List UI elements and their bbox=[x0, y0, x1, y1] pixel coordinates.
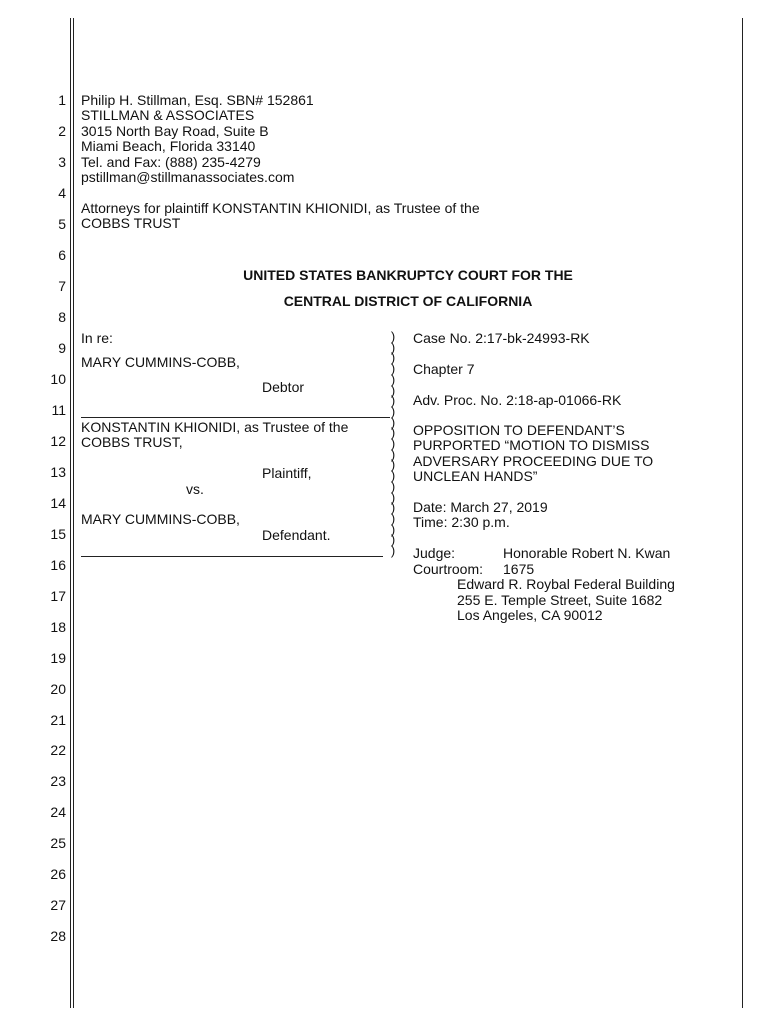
caption-parenthesis: ) bbox=[390, 436, 396, 451]
line-number: 18 bbox=[50, 619, 66, 635]
line-number: 12 bbox=[50, 433, 66, 449]
document-title-line3: ADVERSARY PROCEEDING DUE TO bbox=[413, 453, 654, 469]
judge-name: Honorable Robert N. Kwan bbox=[503, 545, 671, 561]
right-margin-rule bbox=[742, 18, 743, 1008]
line-number: 6 bbox=[58, 247, 66, 263]
line-number: 2 bbox=[58, 123, 66, 139]
line-number: 24 bbox=[50, 804, 66, 820]
line-number: 4 bbox=[58, 185, 66, 201]
line-number: 22 bbox=[50, 742, 66, 758]
judge-label: Judge: bbox=[413, 545, 456, 561]
line-number: 17 bbox=[50, 588, 66, 604]
caption-bottom-line bbox=[81, 556, 383, 557]
line-number: 10 bbox=[50, 371, 66, 387]
line-number: 3 bbox=[58, 154, 66, 170]
line-number: 5 bbox=[58, 216, 66, 232]
document-title-line4: UNCLEAN HANDS” bbox=[413, 468, 538, 484]
firm-street: 3015 North Bay Road, Suite B bbox=[81, 123, 269, 139]
caption-divider bbox=[81, 417, 390, 418]
courthouse-city: Los Angeles, CA 90012 bbox=[457, 607, 603, 623]
courthouse-street: 255 E. Temple Street, Suite 1682 bbox=[457, 592, 663, 608]
line-number: 16 bbox=[50, 557, 66, 573]
line-number: 13 bbox=[50, 464, 66, 480]
hearing-date: Date: March 27, 2019 bbox=[413, 499, 548, 515]
courtroom-label: Courtroom: bbox=[413, 561, 484, 577]
defendant-label: Defendant. bbox=[262, 527, 331, 543]
case-number: Case No. 2:17-bk-24993-RK bbox=[413, 330, 590, 346]
line-number: 9 bbox=[58, 340, 66, 356]
line-number: 23 bbox=[50, 773, 66, 789]
line-number: 20 bbox=[50, 681, 66, 697]
line-number: 27 bbox=[50, 897, 66, 913]
line-number: 26 bbox=[50, 866, 66, 882]
caption-parenthesis: ) bbox=[390, 500, 396, 516]
line-number: 15 bbox=[50, 526, 66, 542]
firm-phone: Tel. and Fax: (888) 235-4279 bbox=[81, 154, 261, 170]
line-number: 28 bbox=[50, 928, 66, 944]
attorneys-for-line2: COBBS TRUST bbox=[81, 215, 181, 231]
caption-parenthesis: ) bbox=[390, 329, 396, 344]
caption-parenthesis: ) bbox=[390, 478, 396, 494]
line-number: 7 bbox=[58, 278, 66, 294]
line-number: 21 bbox=[50, 712, 66, 728]
caption-parenthesis: ) bbox=[390, 532, 396, 548]
line-number: 19 bbox=[50, 650, 66, 666]
left-margin-rule-inner bbox=[73, 18, 74, 1008]
caption-parenthesis: ) bbox=[390, 468, 396, 484]
courtroom-number: 1675 bbox=[503, 561, 535, 577]
defendant-name: MARY CUMMINS-COBB, bbox=[81, 511, 240, 527]
line-number: 1 bbox=[58, 92, 66, 108]
caption-parenthesis: ) bbox=[390, 339, 396, 355]
caption-parenthesis: ) bbox=[390, 489, 396, 505]
line-number: 8 bbox=[58, 309, 66, 325]
plaintiff-label: Plaintiff, bbox=[262, 465, 312, 481]
firm-name: STILLMAN & ASSOCIATES bbox=[81, 107, 255, 123]
attorney-name: Philip H. Stillman, Esq. SBN# 152861 bbox=[81, 92, 314, 108]
caption-parenthesis: ) bbox=[390, 521, 396, 537]
firm-city: Miami Beach, Florida 33140 bbox=[81, 138, 256, 154]
debtor-name: MARY CUMMINS-COBB, bbox=[81, 354, 240, 370]
line-number: 11 bbox=[51, 402, 66, 418]
attorneys-for-line1: Attorneys for plaintiff KONSTANTIN KHIONIDI, as Trustee of the bbox=[81, 200, 480, 216]
document-title-line2: PURPORTED “MOTION TO DISMISS bbox=[413, 437, 650, 453]
courthouse-building: Edward R. Roybal Federal Building bbox=[457, 576, 675, 592]
line-number: 14 bbox=[50, 495, 66, 511]
in-re-label: In re: bbox=[81, 330, 113, 346]
caption-parenthesis: ) bbox=[390, 350, 396, 366]
versus-label: vs. bbox=[186, 481, 204, 497]
caption-parenthesis: ) bbox=[390, 382, 396, 398]
left-margin-rule-outer bbox=[70, 18, 71, 1008]
court-title-line2: CENTRAL DISTRICT OF CALIFORNIA bbox=[283, 293, 533, 309]
caption-parenthesis: ) bbox=[390, 446, 396, 462]
caption-parenthesis: ) bbox=[390, 393, 396, 409]
line-number: 25 bbox=[50, 835, 66, 851]
plaintiff-name-line2: COBBS TRUST, bbox=[81, 434, 183, 450]
caption-parenthesis: ) bbox=[390, 425, 396, 441]
caption-parenthesis: ) bbox=[390, 371, 396, 387]
debtor-label: Debtor bbox=[262, 379, 305, 395]
caption-parenthesis: ) bbox=[390, 361, 396, 377]
caption-parenthesis: ) bbox=[390, 510, 396, 526]
document-title-line1: OPPOSITION TO DEFENDANT’S bbox=[413, 422, 625, 438]
adversary-proceeding-number: Adv. Proc. No. 2:18-ap-01066-RK bbox=[413, 392, 622, 408]
caption-parenthesis: ) bbox=[390, 403, 396, 419]
firm-email: pstillman@stillmanassociates.com bbox=[81, 169, 295, 185]
chapter: Chapter 7 bbox=[413, 361, 475, 377]
hearing-time: Time: 2:30 p.m. bbox=[413, 514, 510, 530]
caption-parenthesis: ) bbox=[390, 414, 396, 430]
court-title-line1: UNITED STATES BANKRUPTCY COURT FOR THE bbox=[243, 267, 573, 283]
caption-parenthesis: ) bbox=[390, 457, 396, 473]
plaintiff-name-line1: KONSTANTIN KHIONIDI, as Trustee of the bbox=[81, 419, 349, 435]
caption-parenthesis: ) bbox=[390, 543, 396, 558]
